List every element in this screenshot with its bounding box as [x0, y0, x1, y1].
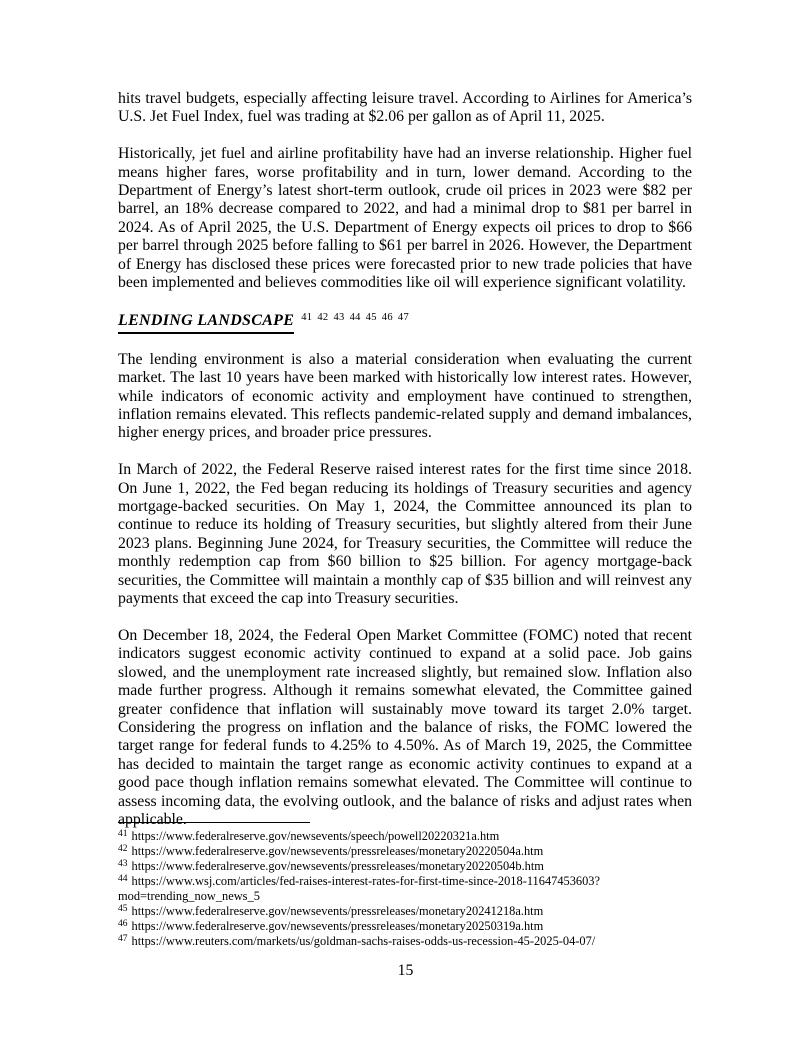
footnote-ref-47: 47 [397, 311, 409, 323]
footnote-41 [118, 829, 694, 844]
footnote-number: 45 [118, 904, 128, 914]
footnote-ref-43: 43 [333, 311, 345, 323]
footnote-url: https://www.federalreserve.gov/newsevents/pressreleases/monetary20241218a.htm [131, 904, 544, 918]
footnote-url: https://www.federalreserve.gov/newsevents/pressreleases/monetary20220504b.htm [131, 859, 544, 873]
footnote-number: 42 [118, 844, 128, 854]
footnote-42 [118, 844, 694, 859]
footnote-number: 47 [118, 934, 128, 944]
footnote-number: 41 [118, 829, 128, 839]
page-number: 15 [397, 962, 414, 979]
footnote-45 [118, 904, 694, 919]
page-body [118, 90, 692, 848]
paragraph-fed-balance-sheet: In March of 2022, the Federal Reserve raised interest rates for the first time since 2018. On June 1, 2022, the Fed began reducing its holdings of Treasury securities and agency mortgage-backed securities. On May 1, 2024, the Committee announced its plan to continue to reduce its holding of Treasury securities, but slightly altered from their June 2023 plans. Beginning June 2024, for Treasury securities, the Committee will reduce the monthly redemption cap from $60 billion to $25 billion. For agency mortgage-back securities, the Committee will maintain a monthly cap of $35 billion and will reinvest any payments that exceed the cap into Treasury securities. [118, 461, 692, 608]
heading-footnote-refs [301, 312, 409, 329]
footnote-url: https://www.wsj.com/articles/fed-raises-interest-rates-for-first-time-since-2018-11647453603?mod=trending_now_news_5 [118, 874, 601, 903]
paragraph-jet-fuel-price: hits travel budgets, especially affecting leisure travel. According to Airlines for America’s U.S. Jet Fuel Index, fuel was trading at $2.06 per gallon as of April 11, 2025. [118, 90, 692, 126]
paragraph-lending-environment: The lending environment is also a material consideration when evaluating the current market. The last 10 years have been marked with historically low interest rates. However, while indicators of economic activity and employment have continued to strengthen, inflation remains elevated. This reflects pandemic-related supply and demand imbalances, higher energy prices, and broader price pressures. [118, 350, 692, 442]
section-heading-lending-landscape [118, 311, 692, 334]
footnote-url: https://www.federalreserve.gov/newsevents/pressreleases/monetary20250319a.htm [131, 919, 544, 933]
footnote-number: 46 [118, 919, 128, 929]
footnote-ref-41: 41 [301, 311, 313, 323]
footnote-url: https://www.federalreserve.gov/newsevents/pressreleases/monetary20220504a.htm [131, 844, 544, 858]
footnote-ref-44: 44 [349, 311, 361, 323]
footnote-43 [118, 859, 694, 874]
footnote-46 [118, 919, 694, 934]
footnote-ref-46: 46 [381, 311, 393, 323]
paragraph-fomc-decisions: On December 18, 2024, the Federal Open Market Committee (FOMC) noted that recent indicators suggest economic activity continued to expand at a solid pace. Job gains slowed, and the unemployment rate increased slightly, but remained slow. Inflation also made further progress. Although it remains somewhat elevated, the Committee gained greater confidence that inflation will sustainably move toward its target 2.0% target. Considering the progress on inflation and the balance of risks, the FOMC lowered the target range for federal funds to 4.25% to 4.50%. As of March 19, 2025, the Committee has decided to maintain the target range as economic activity continues to expand at a good pace though inflation remains somewhat elevated. The Committee will continue to assess incoming data, the evolving outlook, and the balance of risks and adjust rates when applicable. [118, 626, 692, 828]
footnote-separator-rule [118, 822, 310, 823]
footnote-url: https://www.federalreserve.gov/newsevents/speech/powell20220321a.htm [131, 829, 500, 843]
footnote-ref-45: 45 [365, 311, 377, 323]
footnote-44 [118, 874, 694, 904]
section-heading-text: LENDING LANDSCAPE [118, 311, 294, 334]
paragraph-oil-price-outlook: Historically, jet fuel and airline profitability have had an inverse relationship. Higher fuel means higher fares, worse profitability and in turn, lower demand. According to the Department of Energy’s latest short-term outlook, crude oil prices in 2023 were $82 per barrel, an 18% decrease compared to 2022, and had a minimal drop to $81 per barrel in 2024. As of April 2025, the U.S. Department of Energy expects oil prices to drop to $66 per barrel through 2025 before falling to $61 per barrel in 2026. However, the Department of Energy has disclosed these prices were forecasted prior to new trade policies that have been implemented and believes commodities like oil will experience significant volatility. [118, 145, 692, 292]
footnotes-section [118, 822, 694, 949]
footnote-url: https://www.reuters.com/markets/us/goldman-sachs-raises-odds-us-recession-45-2025-04-07/ [131, 934, 596, 948]
footnote-number: 44 [118, 874, 128, 884]
footnote-47 [118, 934, 694, 949]
footnote-ref-42: 42 [317, 311, 329, 323]
footnote-number: 43 [118, 859, 128, 869]
